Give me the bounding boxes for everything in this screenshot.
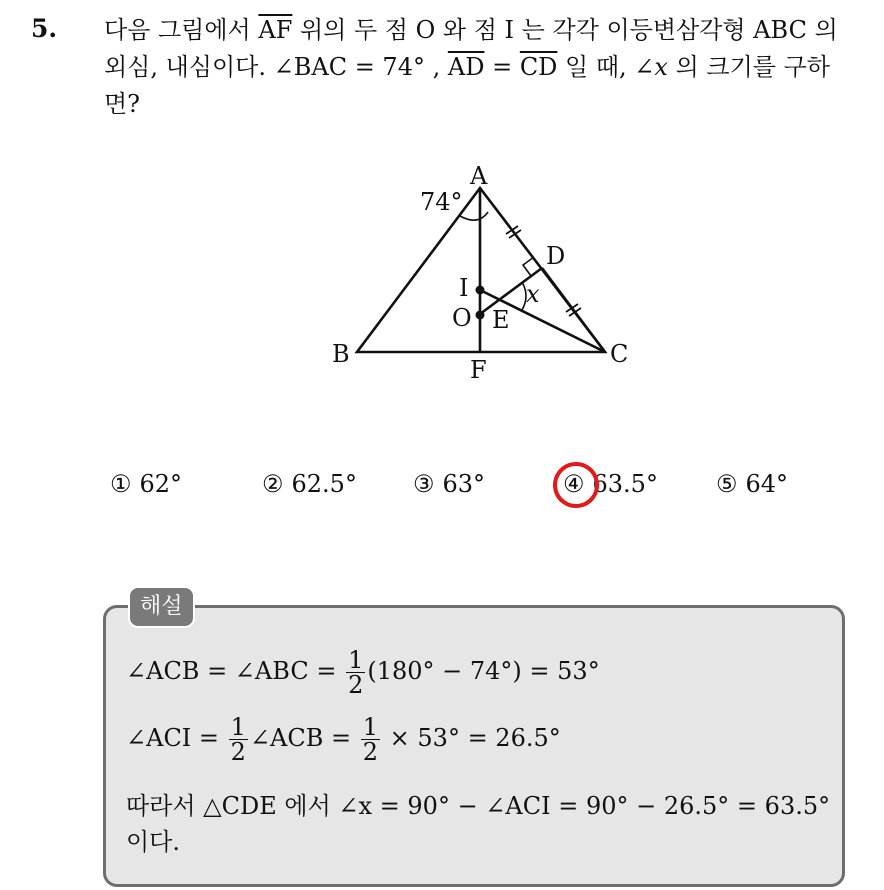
choice-4-value: 63.5° (592, 470, 658, 498)
segment-cd-line (542, 268, 605, 352)
choice-3-mark: ③ (413, 470, 435, 498)
choice-5-mark: ⑤ (716, 470, 738, 498)
fraction-denominator: 2 (362, 738, 379, 766)
label-a: A (470, 162, 488, 190)
angle-x-label: x (654, 53, 668, 81)
choice-1[interactable] (110, 470, 182, 498)
fraction-numerator: 1 (362, 713, 379, 741)
point-i (476, 286, 485, 295)
angle-arc-74 (460, 212, 488, 220)
choice-3-value: 63° (442, 470, 486, 498)
fraction-numerator: 1 (230, 713, 246, 741)
label-angle-74: 74° (420, 188, 463, 216)
question-text-part1: 다음 그림에서 (104, 16, 259, 44)
solution-line-1 (126, 648, 600, 697)
choice-4-mark: ④ (563, 470, 585, 498)
choice-5[interactable] (716, 470, 788, 498)
question-text (104, 12, 864, 123)
question-text-part2: 위의 두 점 O 와 점 I 는 각각 이등변삼각형 ABC 의 외심, 내심이다. ∠BAC = 74° , (104, 16, 838, 81)
choice-2[interactable] (262, 470, 357, 498)
fraction-numerator: 1 (348, 646, 364, 674)
solution-line-1-b: (180° − 74°) = 53° (367, 657, 600, 685)
label-i: I (459, 274, 469, 302)
solution-line-1-a: ∠ACB = ∠ABC = (126, 657, 345, 685)
equals-sign: = (484, 53, 520, 81)
solution-line-2-a: ∠ACI = (126, 724, 227, 752)
fraction-half-1 (346, 648, 365, 697)
question-number: 5. (31, 14, 58, 43)
answer-choices (0, 470, 884, 510)
choice-1-value: 62° (139, 470, 183, 498)
segment-ad: $\overline{AD}$ (447, 53, 485, 81)
solution-line-2-c: × 53° = 26.5° (382, 724, 561, 752)
fraction-denominator: 2 (230, 738, 246, 766)
point-o (476, 311, 485, 320)
triangle-figure (320, 150, 640, 390)
fraction-half-3 (361, 715, 380, 764)
question-text-part4: 일 때, ∠ (557, 53, 655, 81)
fraction-half-2 (229, 715, 248, 764)
right-angle-mark (523, 257, 534, 276)
label-e: E (492, 306, 510, 334)
label-d: D (546, 242, 566, 270)
solution-line-3: 따라서 △CDE 에서 ∠x = 90° − ∠ACI = 90° − 26.5° = 63.5° (126, 792, 831, 820)
solution-line-2 (126, 715, 561, 764)
choice-1-mark: ① (110, 470, 132, 498)
solution-line-2-b: ∠ACB = (249, 724, 359, 752)
solution-line-4: 이다. (126, 828, 180, 856)
question-text-part5: 의 크기를 구하면? (104, 53, 830, 118)
segment-cd: $\overline{CD}$ (519, 53, 558, 81)
choice-2-mark: ② (262, 470, 284, 498)
choice-5-value: 64° (745, 470, 789, 498)
label-f: F (470, 356, 487, 384)
label-x: x (526, 280, 540, 308)
choice-2-value: 62.5° (291, 470, 357, 498)
fraction-denominator: 2 (348, 671, 364, 699)
solution-tag: 해설 (128, 586, 195, 628)
choice-3[interactable] (413, 470, 485, 498)
label-b: B (332, 340, 350, 368)
label-o: O (452, 304, 472, 332)
segment-af: $\overline{AF}$ (258, 16, 293, 44)
label-c: C (610, 340, 629, 368)
